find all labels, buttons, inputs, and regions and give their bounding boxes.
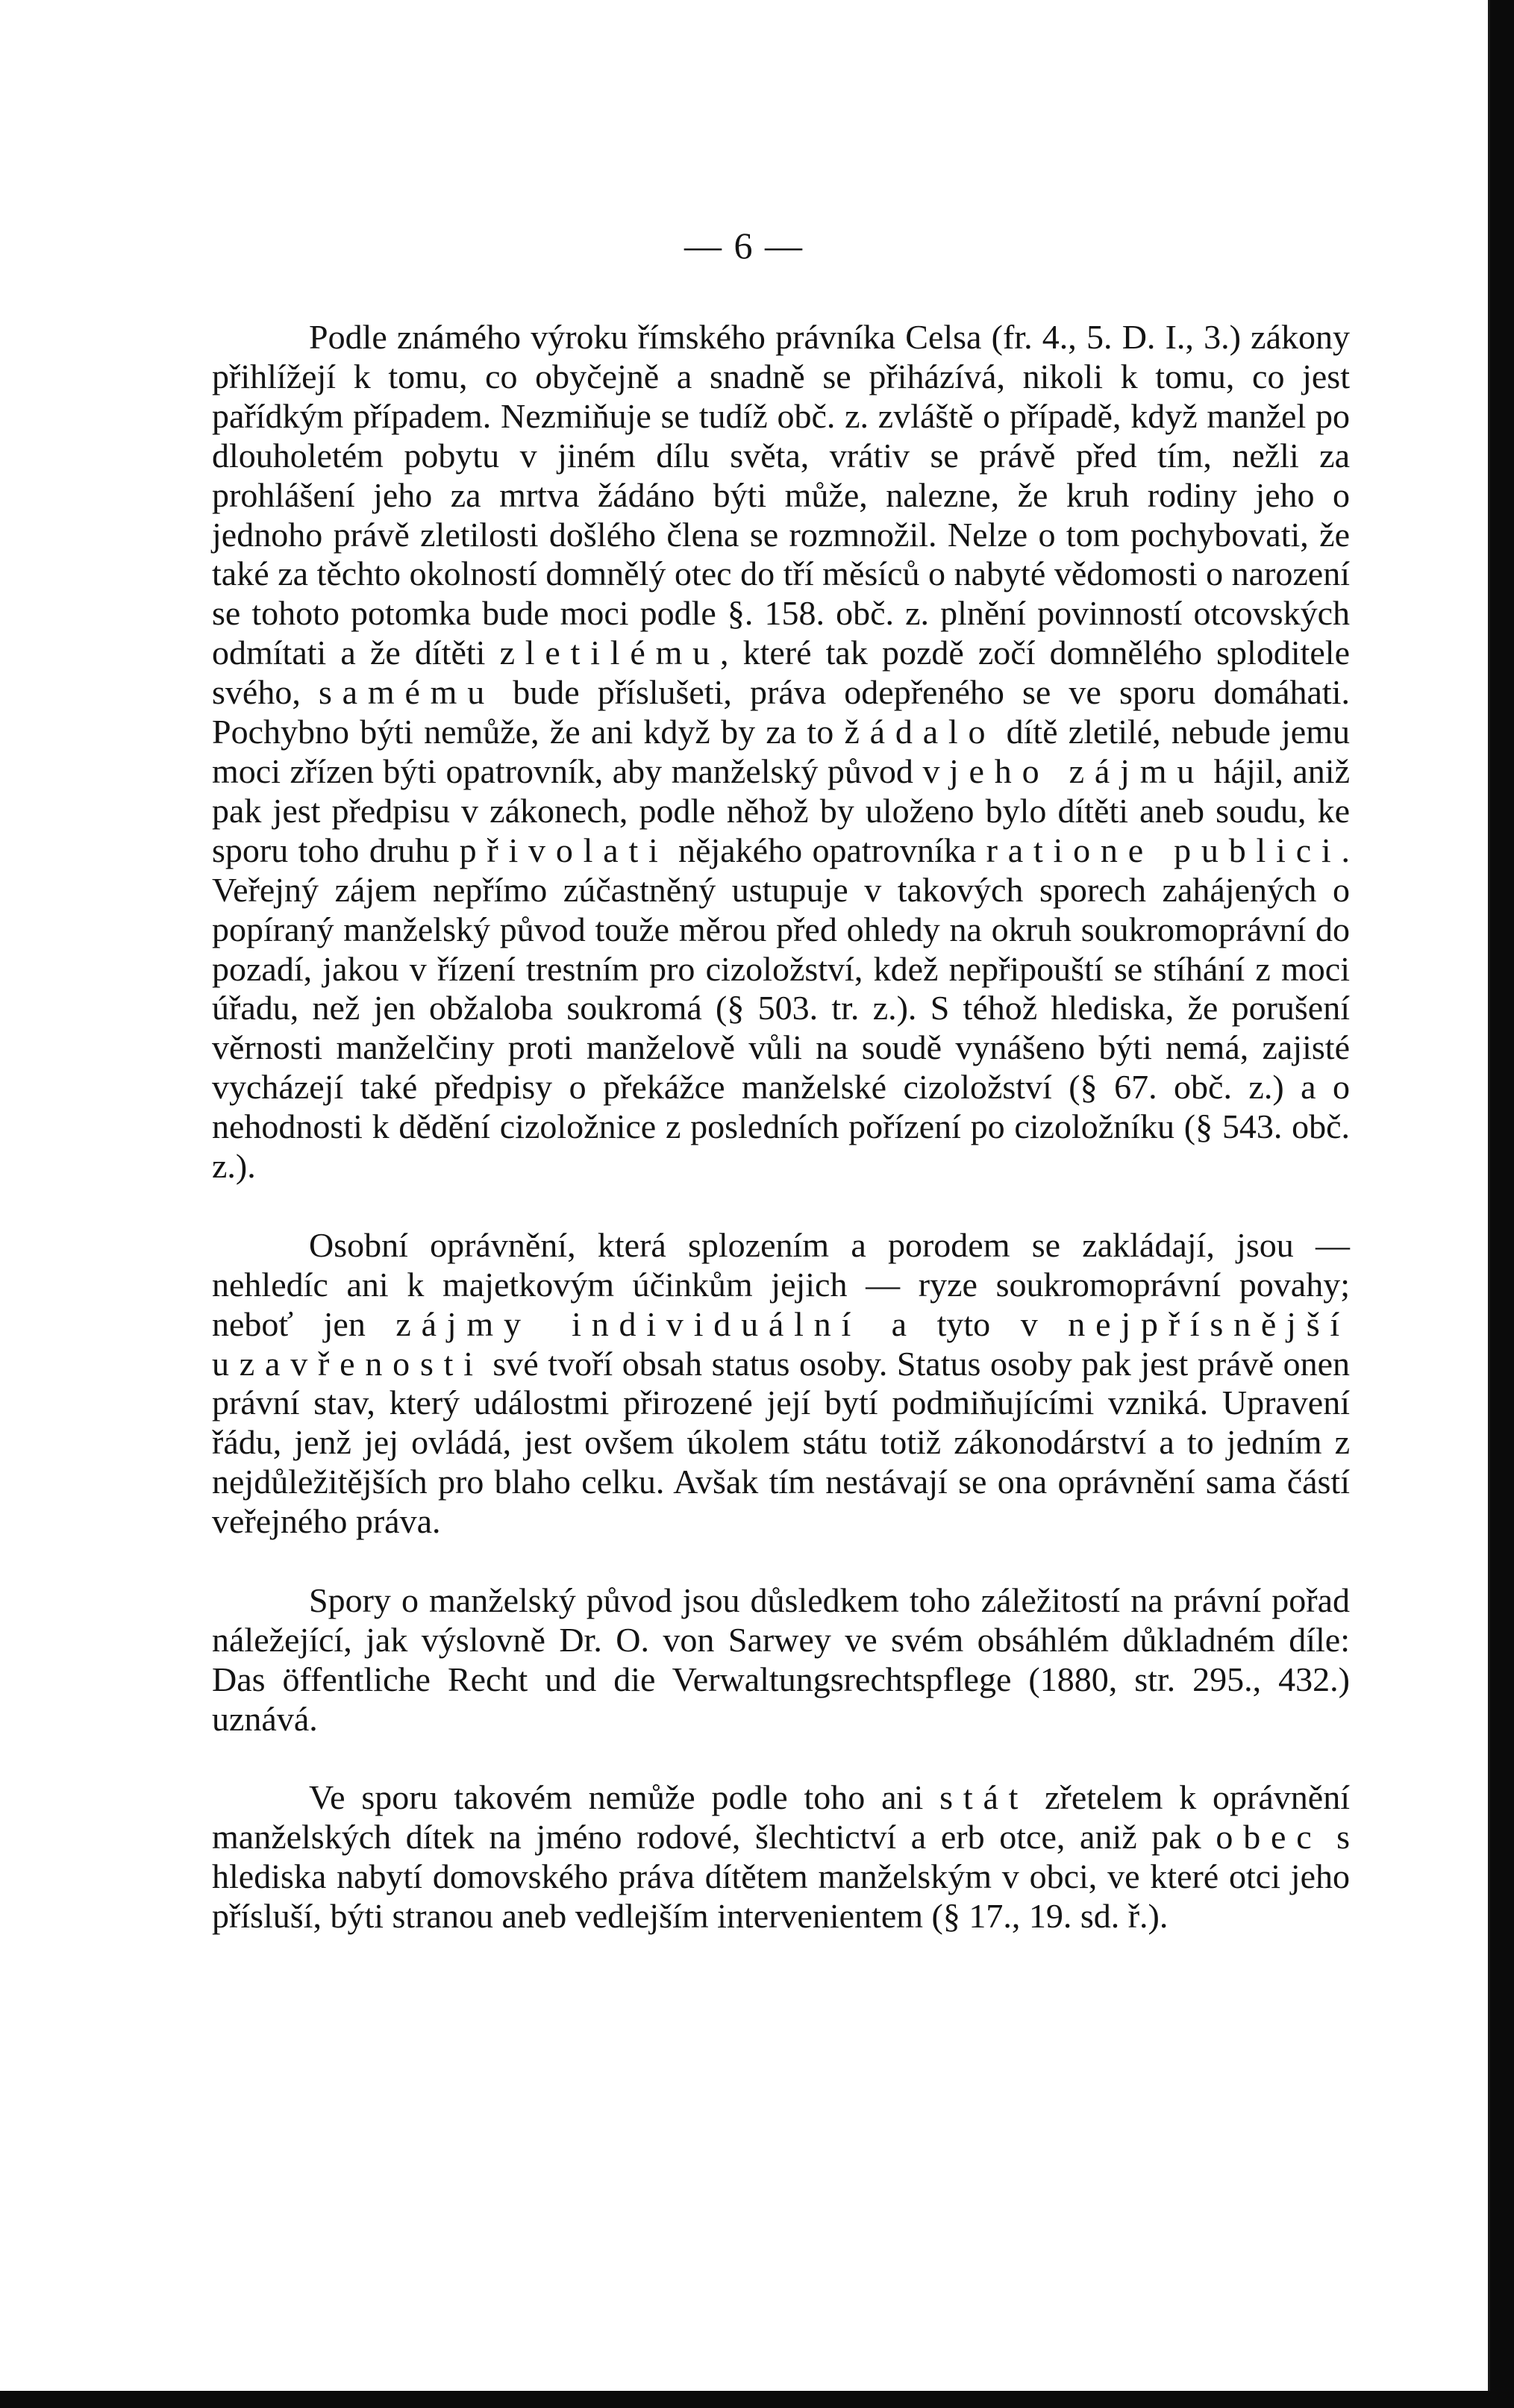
- text-segment: Osobní oprávnění, která splozením a porodem se zakládají, jsou — nehledíc ani k majetkovým účinkům jejich — ryze soukromoprávní povahy; neboť jen: [212, 1225, 1350, 1343]
- text-segment: bude příslušeti, práva odepřeného se ve sporu domáhati. Pochybno býti nemůže, že ani když by za to: [212, 673, 1350, 751]
- page-number: — 6 —: [684, 225, 804, 266]
- body-text: [212, 318, 1350, 1936]
- emphasized-text: žádalo: [844, 713, 996, 751]
- emphasized-text: nejpřísnější uzavřenosti: [212, 1304, 1350, 1383]
- emphasized-text: stát: [939, 1778, 1029, 1817]
- paragraph: [212, 318, 1350, 1186]
- text-segment: a tyto v: [861, 1304, 1069, 1343]
- paragraph: [212, 1226, 1350, 1542]
- emphasized-text: ratione publici: [986, 831, 1342, 869]
- paragraph-gap: [212, 1186, 1350, 1226]
- emphasized-text: jeho zájmu: [948, 751, 1205, 790]
- emphasized-text: přivolati: [459, 831, 669, 869]
- text-segment: . Veřejný zájem nepřímo zúčastněný ustupuje v takových sporech zahájených o popíraný manželský původ touže měrou před ohledy na okruh soukromoprávní do pozadí, jakou v řízení trestním pro cizoložství, kdež nepřipouští se stíhání z moci úřadu, než jen obžaloba soukromá (§ 503. tr. z.). S téhož hlediska, že porušení věrnosti manželčiny proti manželově vůli na soudě vynášeno býti nemá, zajisté vycházejí také předpisy o překážce manželské cizoložství (§ 67. obč. z.) a o nehodnosti k dědění cizoložnice z posledních pořízení po cizoložníku (§ 543. obč. z.).: [212, 831, 1350, 1186]
- text-segment: , které tak pozdě zočí domnělého sploditele svého,: [212, 634, 1350, 712]
- text-segment: zřetelem k oprávnění manželských dítek na jméno rodové, šlechtictví a erb otce, aniž pak: [212, 1778, 1350, 1857]
- text-segment: nějakého opatrovníka: [668, 831, 986, 869]
- text-segment: s hlediska nabytí domovského práva dítětem manželským v obci, ve které otci jeho přísluší, býti stranou aneb vedlejším intervenientem (§ 17., 19. sd. ř.).: [212, 1818, 1351, 1936]
- text-segment: své tvoří obsah status osoby. Status osoby pak jest právě onen právní stav, který událostmi přirozené její bytí podmiňujícími vzniká. Upravení řádu, jenž jej ovládá, jest ovšem úkolem státu totiž zákonodárství a to jedním z nejdůležitějších pro blaho celku. Avšak tím nestávají se ona oprávnění sama částí veřejného práva.: [212, 1344, 1350, 1541]
- paragraph-gap: [212, 1739, 1350, 1779]
- paragraph: [212, 1778, 1350, 1936]
- text-segment: Podle známého výroku římského právníka Celsa (fr. 4., 5. D. I., 3.) zákony přihlížejí k tomu, co obyčejně a snadně se přiházívá, nikoli k tomu, co jest pařídkým případem. Nezmiňuje se tudíž obč. z. zvláště o případě, když manžel po dlouholetém pobytu v jiném dílu světa, vrátiv se právě před tím, nežli za prohlášení jeho za mrtva žádáno býti může, nalezne, že kruh rodiny jeho o jednoho právě zletilosti došlého člena se rozmnožil. Nelze o tom pochybovati, že také za těchto okolností domnělý otec do tří měsíců o nabyté vědomosti o narození se tohoto potomka bude moci podle §. 158. obč. z. plnění povinností otcovských odmítati a že dítěti: [212, 318, 1350, 672]
- emphasized-text: samému: [318, 673, 495, 712]
- paragraph-gap: [212, 1542, 1350, 1581]
- text-segment: dítě zletilé, nebude jemu moci zřízen býti opatrovník, aby manželský původ v: [212, 713, 1350, 790]
- text-segment: hájil, aniž pak jest předpisu v zákonech, podle něhož by uloženo bylo dítěti aneb soudu, ke sporu toho druhu: [212, 751, 1351, 869]
- text-segment: Ve sporu takovém nemůže podle toho ani: [309, 1778, 940, 1817]
- paragraph: [212, 1581, 1350, 1739]
- emphasized-text: obec: [1216, 1818, 1322, 1857]
- text-segment: Spory o manželský původ jsou důsledkem toho záležitostí na právní pořad náležející, jak výslovně Dr. O. von Sarwey ve svém obsáhlém důkladném díle: Das öffentliche Recht und die Verwaltungsrechtspflege (1880, str. 295., 432.) uznává.: [212, 1580, 1350, 1738]
- emphasized-text: zájmy individuální: [395, 1304, 862, 1343]
- emphasized-text: zletilému: [499, 634, 720, 672]
